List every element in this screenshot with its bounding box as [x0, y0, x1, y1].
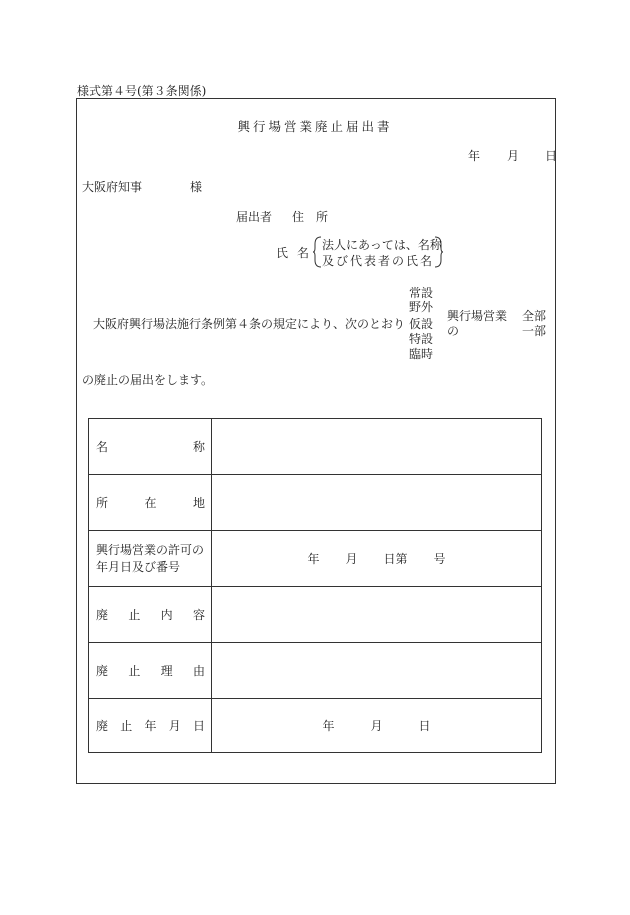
label-char: 理 — [160, 664, 173, 678]
business-label: 興行場営業 — [447, 309, 508, 323]
label-line: 興行場営業の許可の — [96, 542, 205, 557]
label-char: 止 — [120, 719, 133, 733]
date-month: 月 — [507, 149, 520, 163]
table-row — [89, 643, 542, 699]
closure-reason-field[interactable] — [212, 643, 542, 699]
row-label-closure-reason — [89, 643, 212, 699]
table-row — [89, 475, 542, 531]
label-char: 名 — [96, 440, 109, 454]
name-note-line-2: 及び代表者の氏名 — [322, 254, 435, 268]
label-char: 止 — [128, 664, 141, 678]
label-char: 廃 — [96, 719, 109, 733]
label-char: 内 — [160, 608, 173, 622]
addressee-suffix: 様 — [190, 180, 203, 194]
form-code: 様式第４号(第３条関係) — [77, 84, 207, 98]
business-particle: の — [447, 324, 460, 338]
closure-date-field[interactable] — [212, 699, 542, 753]
permit-number: 号 — [433, 552, 446, 566]
table-row — [89, 587, 542, 643]
table-row — [89, 699, 542, 753]
ordinance-text: 大阪府興行場法施行条例第４条の規定により、次のとおり — [93, 317, 406, 331]
address-label: 住 所 — [292, 210, 329, 224]
label-char: 称 — [192, 440, 205, 454]
submission-date — [468, 150, 557, 162]
label-char: 所 — [96, 496, 109, 510]
row-label-permit — [89, 531, 212, 587]
permit-date-number-field[interactable] — [212, 531, 542, 587]
business-type-option: 臨時 — [409, 347, 434, 361]
label-char: 廃 — [96, 664, 109, 678]
name-value-field[interactable] — [212, 419, 542, 475]
row-label-closure-date — [89, 699, 212, 753]
label-char: 容 — [192, 608, 205, 622]
name-label-2: 名 — [297, 246, 310, 260]
business-type-option: 常設 — [409, 286, 434, 300]
table-row — [89, 419, 542, 475]
closure-info-table — [88, 418, 542, 753]
closure-year: 年 — [322, 719, 335, 733]
label-char: 廃 — [96, 608, 109, 622]
name-label-1: 氏 — [276, 246, 289, 260]
name-note-line-1: 法人にあっては、名称 — [322, 238, 442, 252]
label-char: 由 — [192, 664, 205, 678]
business-type-option: 仮設 — [409, 317, 434, 331]
closure-month: 月 — [370, 719, 383, 733]
label-char: 在 — [144, 496, 157, 510]
row-label-name — [89, 419, 212, 475]
label-char: 年 — [144, 719, 157, 733]
date-year: 年 — [468, 149, 481, 163]
label-char: 止 — [128, 608, 141, 622]
row-label-location — [89, 475, 212, 531]
date-day: 日 — [545, 149, 558, 163]
permit-year: 年 — [307, 552, 320, 566]
scope-all-option: 全部 — [522, 309, 547, 323]
closing-text: の廃止の届出をします。 — [82, 373, 214, 387]
label-char: 日 — [192, 719, 205, 733]
label-char: 月 — [168, 719, 181, 733]
label-char: 地 — [192, 496, 205, 510]
permit-month: 月 — [345, 552, 358, 566]
location-value-field[interactable] — [212, 475, 542, 531]
closure-day: 日 — [418, 719, 431, 733]
table-row — [89, 531, 542, 587]
row-label-closure-content — [89, 587, 212, 643]
submitter-label: 届出者 — [236, 210, 273, 224]
scope-part-option: 一部 — [522, 324, 547, 338]
addressee: 大阪府知事 — [82, 180, 143, 194]
business-type-option: 特設 — [409, 332, 434, 346]
closure-content-field[interactable] — [212, 587, 542, 643]
business-type-option: 野外 — [409, 300, 434, 314]
label-line: 年月日及び番号 — [96, 559, 181, 574]
permit-day: 日第 — [383, 552, 408, 566]
document-title: 興行場営業廃止届出書 — [237, 119, 393, 134]
